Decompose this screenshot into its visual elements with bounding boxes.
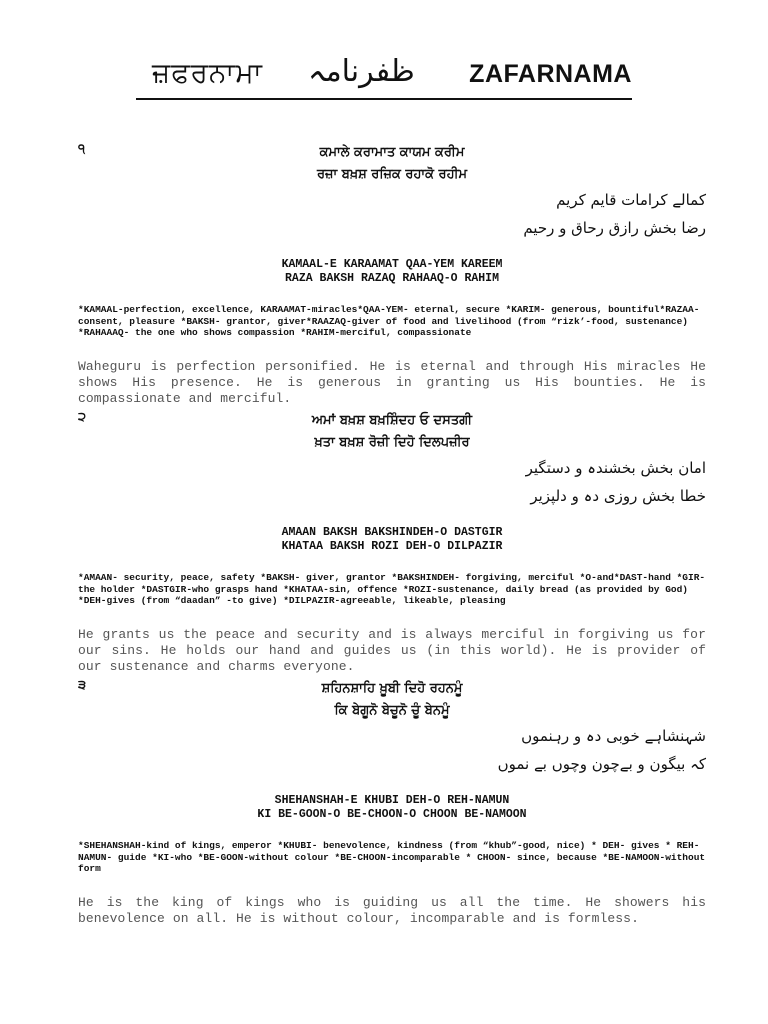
meaning: Waheguru is perfection personified. He is eternal and through His miracles He shows His presence. He is generous in granting us His bounties. He is compassionate and merciful. — [78, 358, 706, 406]
glossary: *KAMAAL-perfection, excellence, KARAAMAT-miracles*QAA-YEM- eternal, secure *KARIM- generous, bountiful*RAZAA-consent, pleasure *BAKSH- grantor, giver*RAAZAQ-giver of food and livelihood (from “rizk’-food, sustenance) *RAHAAAQ- the one who shows compassion *RAHIM-merciful, compassionate — [78, 304, 700, 338]
gurmukhi-line: ਰਜ਼ਾ ਬਖ਼ਸ਼ ਰਜ਼ਿਕ ਰਹਾਕੋ ਰਹੀਮ — [316, 167, 468, 182]
meaning: He is the king of kings who is guiding us all the time. He showers his benevolence on all. He is without colour, incomparable and is formless. — [78, 894, 706, 926]
glossary: *SHEHANSHAH-kind of kings, emperor *KHUBI- benevolence, kindness (from “khub”-good, nice) * DEH- gives * REH-NAMUN- guide *KI-who *BE-GOON-without colour *BE-CHOON-incomparable * CHOON- since, because *BE-NAMOON-without form — [78, 840, 706, 874]
transliteration-line: RAZA BAKSH RAZAQ RAHAAQ-O RAHIM — [285, 272, 499, 285]
urdu-line: خطا بخش روزی دہ و دلپزیر — [530, 487, 706, 505]
transliteration-line: SHEHANSHAH-E KHUBI DEH-O REH-NAMUN — [274, 794, 510, 807]
urdu-line: امان بخش بخشندہ و دستگیر — [525, 459, 706, 477]
document-header — [136, 54, 632, 100]
gurmukhi-line: ਕਮਾਲੇ ਕਰਾਮਾਤ ਕਾਯਮ ਕਰੀਮ — [319, 145, 465, 160]
gurmukhi-line: ਖ਼ਤਾ ਬਖ਼ਸ਼ ਰੋਜ਼ੀ ਦਿਹੋ ਦਿਲਪਜ਼ੀਰ — [314, 435, 470, 450]
verse-number: ੧ — [78, 142, 86, 157]
gurmukhi-line: ਕਿ ਬੇਗੂਨੋ ਬੇਚੂਨੋ ਚੂੰ ਬੇਨਮੂੰ — [334, 703, 450, 718]
meaning: He grants us the peace and security and is always merciful in forgiving us for our sins. He holds our hand and guides us (in this world). He is provider of our sustenance and charms everyone. — [78, 626, 706, 674]
glossary: *AMAAN- security, peace, safety *BAKSH- giver, grantor *BAKSHINDEH- forgiving, merciful *O-and*DAST-hand *GIR- the holder *DASTGIR-who grasps hand *KHATAA-sin, offence *ROZI-sustenance, daily bread (as provided by God) *DEH-gives (from “daadan” -to give) *DILPAZIR-agreeable, likeable, pleasing — [78, 572, 706, 606]
verse-number: ੩ — [78, 678, 87, 693]
urdu-line: کہ بیگون و بےچون وچوں بے نموں — [497, 755, 706, 773]
transliteration-line: KAMAAL-E KARAAMAT QAA-YEM KAREEM — [281, 258, 503, 271]
transliteration-line: KHATAA BAKSH ROZI DEH-O DILPAZIR — [281, 540, 503, 553]
verse-1 — [78, 142, 706, 407]
transliteration-line: AMAAN BAKSH BAKSHINDEH-O DASTGIR — [281, 526, 503, 539]
verse-number: ੨ — [78, 410, 87, 425]
transliteration-line: KI BE-GOON-O BE-CHOON-O CHOON BE-NAMOON — [257, 808, 527, 821]
title-underline — [136, 98, 632, 100]
urdu-line: کمالے کرامات قایم کریم — [556, 191, 706, 209]
urdu-line: رضا بخش رازق رحاق و رحیم — [523, 219, 706, 237]
urdu-line: شہنشاہے خوبی دہ و رہنموں — [521, 727, 706, 745]
english-title: ZAFARNAMA — [469, 60, 632, 88]
gurmukhi-title: ਜ਼ਫਰਨਾਮਾ — [152, 56, 263, 89]
verse-2 — [78, 410, 706, 675]
gurmukhi-line: ਸ਼ਹਿਨਸ਼ਾਹਿ ਖ਼ੂਬੀ ਦਿਹੋ ਰਹਨਮੂੰ — [321, 681, 463, 696]
urdu-title: ظفرنامہ — [308, 54, 415, 89]
gurmukhi-line: ਅਮਾਂ ਬਖ਼ਸ਼ ਬਖ਼ਸ਼ਿੰਦਹ ਓ ਦਸਤਗੀ — [311, 413, 473, 428]
verse-3 — [78, 678, 706, 927]
